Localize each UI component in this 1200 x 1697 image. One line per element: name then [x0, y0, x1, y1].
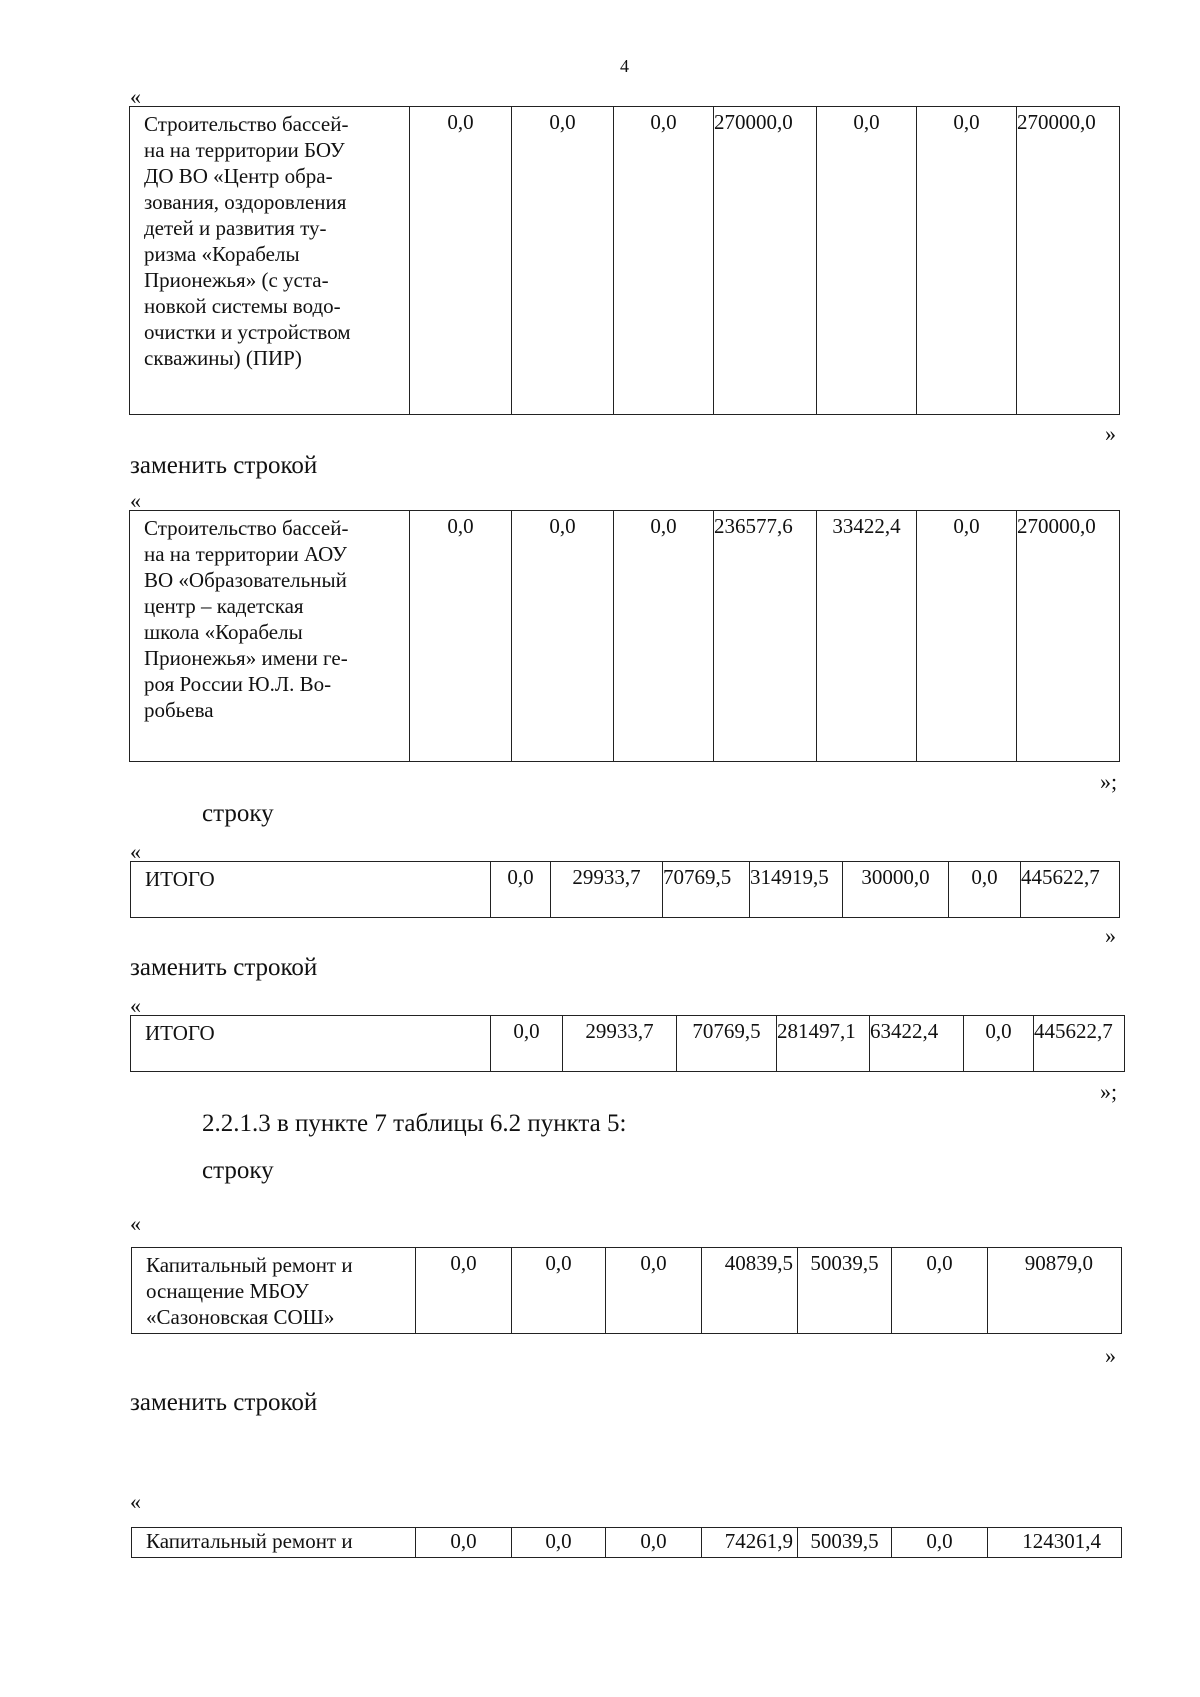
description-line: ризма «Корабелы — [144, 242, 300, 266]
value-cell: 445622,7 — [1021, 862, 1120, 918]
value-cell: 0,0 — [817, 107, 917, 415]
value-cell: 29933,7 — [563, 1016, 677, 1072]
value-cell: 0,0 — [410, 107, 512, 415]
value-cell: 0,0 — [491, 862, 551, 918]
quote-close: » — [1105, 421, 1116, 446]
table-new-repair-row — [131, 1527, 1122, 1558]
total-label — [131, 1016, 491, 1072]
value-cell: 33422,4 — [817, 511, 917, 762]
description-line: Прионежья» имени ге- — [144, 646, 348, 670]
value-cell: 0,0 — [512, 511, 614, 762]
quote-open: « — [130, 1211, 141, 1236]
description-line: на на территории АОУ — [144, 542, 347, 566]
table-row — [131, 862, 1120, 918]
quote-close: » — [1105, 923, 1116, 948]
value-cell: 270000,0 — [1017, 511, 1120, 762]
table-old-total-row — [130, 861, 1120, 918]
line-label: строку — [202, 1157, 274, 1184]
total-label-text: ИТОГО — [145, 1021, 215, 1045]
description-line: школа «Корабелы — [144, 620, 303, 644]
value-cell: 0,0 — [892, 1248, 988, 1334]
quote-close: » — [1105, 1343, 1116, 1368]
table-row — [130, 107, 1120, 415]
quote-open: « — [130, 488, 141, 513]
value-cell: 70769,5 — [677, 1016, 777, 1072]
table-old-repair-row — [131, 1247, 1122, 1334]
section-heading: 2.2.1.3 в пункте 7 таблицы 6.2 пункта 5: — [202, 1110, 627, 1137]
value-cell: 0,0 — [512, 1248, 606, 1334]
value-cell: 90879,0 — [988, 1248, 1122, 1334]
value-cell: 0,0 — [512, 107, 614, 415]
table-row — [132, 1248, 1122, 1334]
description-line: «Сазоновская СОШ» — [146, 1305, 335, 1329]
description-line: новкой системы водо- — [144, 294, 341, 318]
description-line: скважины) (ПИР) — [144, 346, 302, 370]
replace-with-text: заменить строкой — [130, 954, 318, 981]
value-cell: 40839,5 — [702, 1248, 798, 1334]
value-cell: 50039,5 — [798, 1528, 892, 1558]
value-cell: 0,0 — [917, 511, 1017, 762]
quote-open: « — [130, 1489, 141, 1514]
value-cell: 0,0 — [606, 1528, 702, 1558]
replace-with-text: заменить строкой — [130, 452, 318, 479]
value-cell: 70769,5 — [663, 862, 750, 918]
table-new-total-row — [130, 1015, 1125, 1072]
value-cell: 30000,0 — [843, 862, 949, 918]
row-description — [132, 1528, 416, 1558]
description-line: Капитальный ремонт и — [146, 1529, 353, 1553]
description-line: Прионежья» (с уста- — [144, 268, 329, 292]
value-cell: 0,0 — [416, 1528, 512, 1558]
value-cell: 0,0 — [410, 511, 512, 762]
value-cell: 314919,5 — [750, 862, 843, 918]
value-cell: 74261,9 — [702, 1528, 798, 1558]
table-row — [132, 1528, 1122, 1558]
value-cell: 50039,5 — [798, 1248, 892, 1334]
total-label-text: ИТОГО — [145, 867, 215, 891]
description-line: Строительство бассей- — [144, 112, 349, 136]
description-line: зования, оздоровления — [144, 190, 347, 214]
row-description — [130, 511, 410, 762]
value-cell: 0,0 — [512, 1528, 606, 1558]
value-cell: 270000,0 — [714, 107, 817, 415]
value-cell: 0,0 — [917, 107, 1017, 415]
value-cell: 0,0 — [491, 1016, 563, 1072]
description-line: очистки и устройством — [144, 320, 351, 344]
description-line: Строительство бассей- — [144, 516, 349, 540]
value-cell: 0,0 — [949, 862, 1021, 918]
value-cell: 270000,0 — [1017, 107, 1120, 415]
description-line: робьева — [144, 698, 214, 722]
description-line: центр – кадетская — [144, 594, 304, 618]
row-description — [130, 107, 410, 415]
value-cell: 445622,7 — [1034, 1016, 1125, 1072]
value-cell: 0,0 — [614, 107, 714, 415]
table-row — [130, 511, 1120, 762]
value-cell: 63422,4 — [870, 1016, 964, 1072]
table-new-pool-row — [129, 510, 1120, 762]
quote-open: « — [130, 993, 141, 1018]
value-cell: 0,0 — [606, 1248, 702, 1334]
description-line: на на территории БОУ — [144, 138, 345, 162]
description-line: роя России Ю.Л. Во- — [144, 672, 332, 696]
quote-open: « — [130, 84, 141, 109]
description-line: Капитальный ремонт и — [146, 1253, 353, 1277]
line-label: строку — [202, 800, 274, 827]
quote-open: « — [130, 839, 141, 864]
row-description — [132, 1248, 416, 1334]
value-cell: 0,0 — [416, 1248, 512, 1334]
description-line: ВО «Образовательный — [144, 568, 347, 592]
description-line: оснащение МБОУ — [146, 1279, 309, 1303]
replace-with-text: заменить строкой — [130, 1389, 318, 1416]
value-cell: 124301,4 — [988, 1528, 1122, 1558]
table-row — [131, 1016, 1125, 1072]
total-label — [131, 862, 491, 918]
table-old-pool-row — [129, 106, 1120, 415]
value-cell: 0,0 — [964, 1016, 1034, 1072]
page-number: 4 — [620, 56, 629, 76]
description-line: ДО ВО «Центр обра- — [144, 164, 333, 188]
value-cell: 29933,7 — [551, 862, 663, 918]
value-cell: 0,0 — [892, 1528, 988, 1558]
description-line: детей и развития ту- — [144, 216, 327, 240]
value-cell: 281497,1 — [777, 1016, 870, 1072]
value-cell: 236577,6 — [714, 511, 817, 762]
value-cell: 0,0 — [614, 511, 714, 762]
quote-close-semicolon: »; — [1100, 769, 1118, 794]
quote-close-semicolon: »; — [1100, 1079, 1118, 1104]
